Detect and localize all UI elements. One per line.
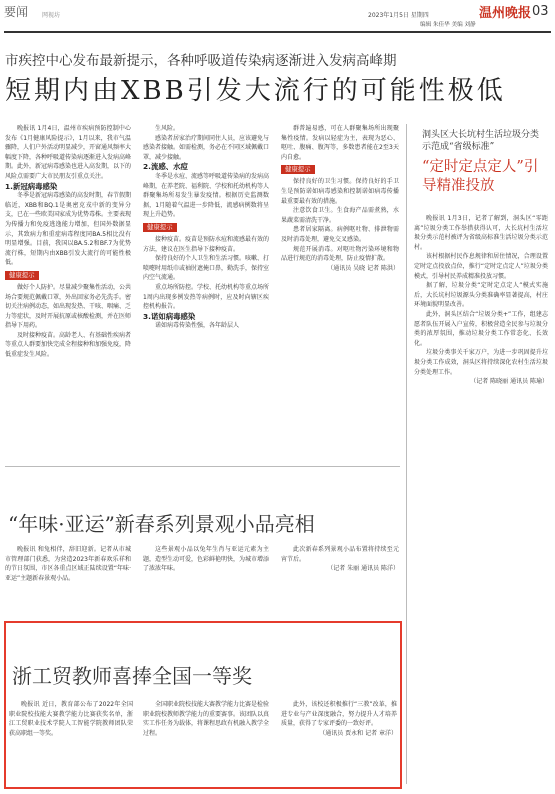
news2-column-2	[143, 545, 269, 615]
lead-para: 群普遍易感，可在人群聚集场所出现聚集性疫情。发病以轻症为主，表现为恶心、呕吐、腹痛、腹泻等，多数患者能在2至3天内自愈。	[281, 125, 399, 161]
sidebar-para: 此外，洞头区结合“垃圾分类+”工作，组建志愿者队伍开展入户宣传，积极营造全民参与垃圾分类的浓厚氛围，推动垃圾分类工作常态化、长效化。	[414, 310, 548, 347]
staff-line: 编辑 朱佳华 美编 刘静	[420, 22, 476, 28]
lead-kicker: 市疾控中心发布最新提示，各种呼吸道传染病逐渐进入发病高峰期	[5, 53, 397, 69]
lead-para: 诺如病毒传染性强，各年龄层人	[155, 322, 240, 330]
news2-para: 此次新春系列景观小品布置将持续至元宵节后。	[281, 546, 399, 563]
news2-column-3	[281, 545, 399, 615]
header-divider	[4, 31, 551, 33]
lead-para: 保持良好的个人卫生和生活习惯。咳嗽、打喷嚏时用纸巾或袖肘遮掩口鼻，勤洗手，保持室内空气流通。	[143, 255, 269, 282]
section-divider	[5, 466, 400, 467]
feature-headline: 浙工贸教师喜捧全国一等奖	[12, 664, 252, 688]
feature-para: 此外，该校还积极推行“三教”改革，推进专业与产业深度融合，努力提升人才培养质量，获得了专家评委的一致好评。	[281, 701, 397, 728]
health-tip-tag: 健康提示	[5, 271, 39, 280]
lead-subhead-3: 3.诺如病毒感染	[143, 311, 196, 321]
sidebar-para: 垃圾分类事关千家万户，为进一步巩固提升垃圾分类工作成效，洞头区将持续深化农村生活垃圾分类处理工作。	[414, 349, 548, 376]
date-line: 2023年1月5日 星期四	[368, 12, 429, 19]
lead-para: 做好个人防护。尽量减少聚集性活动，公共场合要规范佩戴口罩，外出回家务必先洗手。密切关注病例动态，如出现发热、干咳、咽痛、乏力等症状，及时开展抗原或核酸检测，并在医师指导下用药。	[5, 283, 131, 330]
lead-byline: （通讯员 吴晓 记者 陈洪）	[327, 264, 399, 272]
column-divider	[406, 124, 407, 784]
section-name: 要闻	[4, 5, 29, 19]
masthead-logo: 温州晚报	[479, 6, 532, 21]
news2-para: 这些景观小品以兔年生肖与亚运元素为主题，造型生动可爱，色彩鲜艳明快，为城市增添了浓浓年味。	[143, 546, 269, 573]
lead-para: 保持良好的卫生习惯。保持良好的手卫生是预防诺如病毒感染和控制诺如病毒传播最重要最有效的措施。	[281, 178, 399, 205]
lead-para: 感染者居家治疗期间同住人员，应该避免与感染者接触。如需检测，务必在不同区域佩戴口罩，减少接触。	[143, 134, 269, 161]
lead-subhead-1: 1.新冠病毒感染	[5, 181, 58, 191]
lead-para: 规范开展消毒。对呕吐物污染环境和物品进行规范的消毒处理，防止疫情扩散。	[281, 245, 399, 263]
lead-para: 冬季是水痘、流感等呼吸道传染病的发病高峰期，在养老院、福利院、学校和托幼机构等人群聚集场所易发生暴发疫情。根据历史监测数据，1月随着气温进一步降低，流感病例数将呈现上升趋势。	[143, 172, 269, 219]
news2-headline: “年味·亚运”新春系列景观小品亮相	[8, 512, 315, 536]
health-tip-tag: 健康提示	[281, 165, 315, 174]
section-label	[4, 3, 28, 20]
news2-column-1	[5, 545, 131, 615]
feature-para: 晚报讯 近日，教育部公布了2022年全国职业院校技能大赛教学能力比赛获奖名单，浙江工贸职业技术学院人工智能学院教师团队荣获高职组一等奖。	[9, 701, 133, 737]
sidebar-headline: “定时定点定人”引导精准投放	[422, 159, 539, 194]
lead-para: 晚报讯 1月4日，温州市疾病预防控制中心发布《1月健康风险提示》，1月以来，我市气温骤降，人们户外活动明显减少，开窗通风频率大幅度下降，各种呼吸道传染病逐渐进入发病高峰期。此外，新冠病毒感染也进入高发期，以下的风险点需要广大市民朋友引重点关注。	[5, 125, 131, 180]
feature-column-3	[281, 700, 397, 784]
lead-para: 生风险。	[155, 125, 180, 132]
news2-byline: （记者 朱丽 通讯员 陈洋）	[327, 565, 399, 573]
lead-para: 及时接种疫苗。高龄老人、有基础性疾病者等重点人群要加快完成全程接种和加强免疫，降低重症发生风险。	[5, 331, 131, 359]
lead-headline: 短期内由XBB引发大流行的可能性极低	[5, 76, 506, 106]
lead-para: 注意饮食卫生。生食海产品需煮熟，水果蔬菜需清洗干净。	[281, 207, 399, 224]
sidebar-para: 据了解，垃圾分类“定时定点定人”模式实施后，大长坑村垃圾源头分类准确率显著提高，村庄环境面貌明显改善。	[414, 282, 548, 309]
sidebar-para: 晚报讯 1月3日，记者了解到，洞头区“零距离”垃圾分类工作举措获得认可，大长坑村生活垃圾分类示范村被评为省级高标准生活垃圾分类示范村。	[414, 215, 548, 251]
section-sublabel: 网视坊	[42, 12, 61, 19]
sidebar-kicker: 洞头区大长坑村生活垃圾分类示范成“省级标准”	[422, 130, 540, 152]
lead-column-2	[143, 124, 269, 458]
feature-para: 全国职业院校技能大赛教学能力比赛是检验职业院校教师教学能力的重要赛事。该团队以真实工作任务为载体，将课程思政有机融入教学全过程。	[143, 701, 269, 737]
lead-column-3	[281, 124, 399, 458]
health-tip-tag: 健康提示	[143, 223, 177, 232]
feature-column-1	[9, 700, 133, 784]
lead-subhead-2: 2.流感、水痘	[143, 162, 188, 172]
feature-byline: （通讯员 贾永和 记者 章洋）	[319, 729, 397, 737]
lead-column-1	[5, 124, 131, 458]
sidebar-byline: （记者 陈晓丽 通讯员 陈瑜）	[470, 378, 548, 386]
lead-para: 患者居家隔离。病例呕吐物、排泄物需及时消毒处理，避免交叉感染。	[281, 226, 399, 243]
news2-para: 晚报讯 和兔相伴，辞旧迎新。记者从市城市管理部门获悉，为营造2023年新春欢乐祥和的节日氛围，市区各重点区域正陆续设置“年味·亚运”主题新春景观小品。	[5, 546, 131, 582]
page-number: 03	[532, 4, 549, 19]
lead-para: 冬季是新冠病毒感染的高发时期，春节假期临近，XBB和BQ.1是奥密克戎中新的变异分支，已在一些欧美国家成为优势毒株。主要表现为传播力和免疫逃逸能力增加，但国外数据显示，其致病力和重症病毒程度同BA.5相比没有明显增强。目前，我国以BA.5.2和BF.7为优势流行株，短期内由XBB引发大流行的可能性极低。	[5, 192, 131, 267]
lead-para: 重点场所防控。学校、托幼机构等重点场所1周内出现多例发热等病例时，应及时向辖区疾控机构报告。	[143, 283, 269, 311]
lead-para: 接种疫苗。疫苗是预防水痘和流感最有效的方法，建议在医生指导下接种疫苗。	[143, 235, 269, 253]
sidebar-body	[414, 214, 548, 784]
sidebar-para: 该村根据村民作息规律和居住情况，合理设置定时定点投放点位，推行“定时定点定人”垃圾分类模式，引导村民养成精准投放习惯。	[414, 253, 548, 280]
feature-column-2	[143, 700, 269, 784]
